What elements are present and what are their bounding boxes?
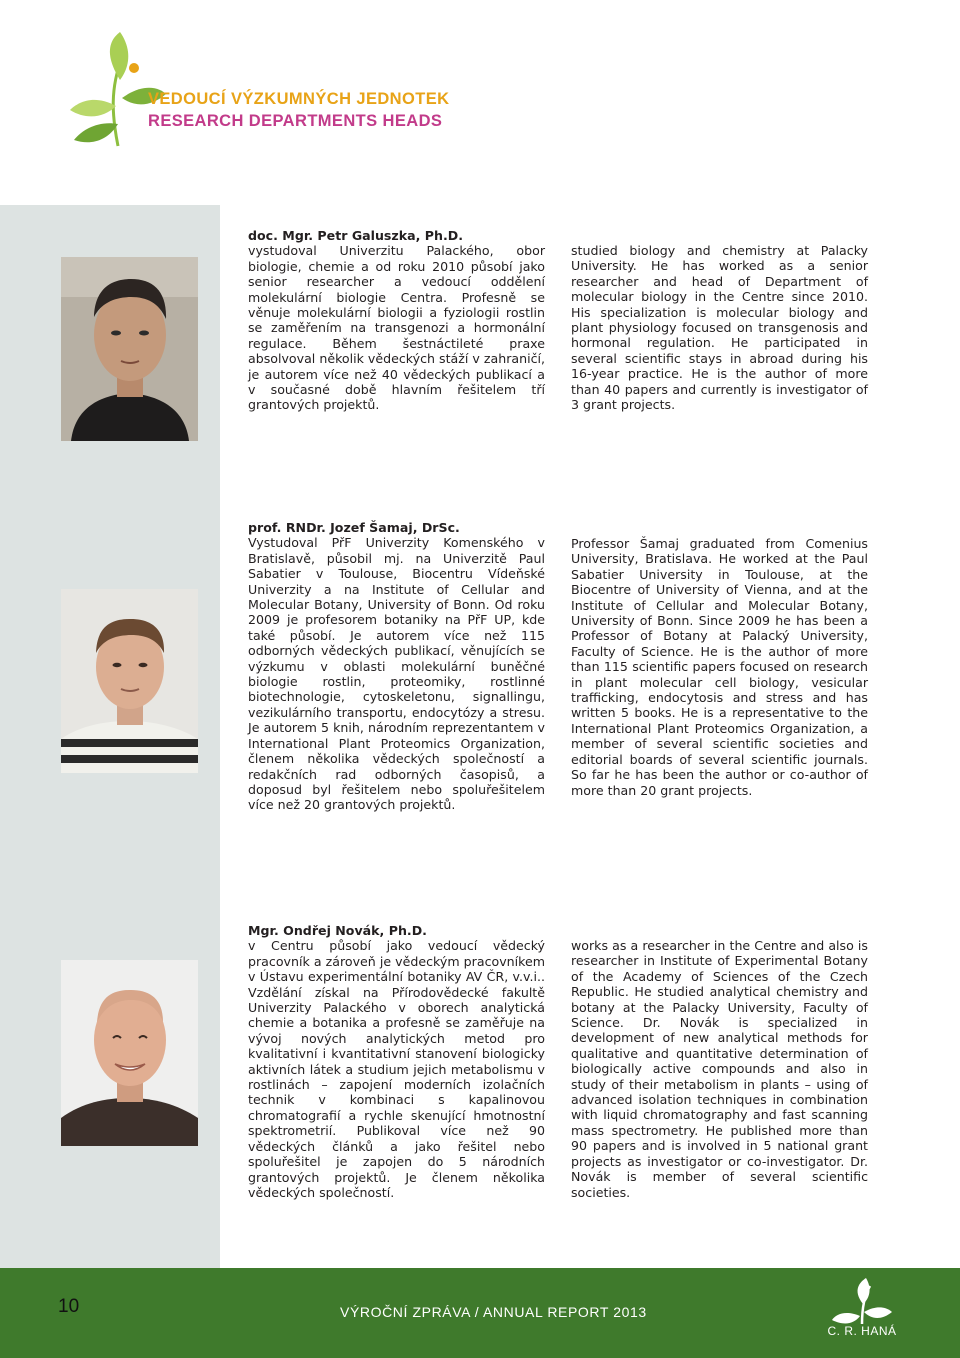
section-title: [148, 88, 449, 132]
bio-cz-novak: [248, 923, 545, 1200]
report-title: VÝROČNÍ ZPRÁVA / ANNUAL REPORT 2013: [340, 1304, 647, 1320]
section-title-en: RESEARCH DEPARTMENTS HEADS: [148, 112, 443, 130]
portrait-photo-samaj: [61, 589, 198, 773]
cr-hana-logo-icon: [822, 1276, 902, 1354]
portrait-photo-novak: [61, 960, 198, 1146]
bio-cz-galuszka: [248, 228, 545, 413]
page-header: [0, 0, 960, 205]
person-name: doc. Mgr. Petr Galuszka, Ph.D.: [248, 228, 464, 243]
bio-text-cz: v Centru působí jako vedoucí vědecký pracovník a zároveň je vědeckým pracovníkem v Ústavu experimentální botaniky AV ČR, v.v.i.. Vzdělání získal na Přírodovědecké fakultě Univerzity Palackého v oborech analytická chemie a botanika a profesně se zaměřuje na vývoj nových analytických metod pro kvalitativní i kvantitativní stanovení biologicky aktivních látek a studium jejich metabolismu v rostlinách – zapojení moderních izolačních technik v kombinaci s kapalinovou chromatografií a rychle skenující hmotnostní spektrometrií. Publikoval více než 90 vědeckých článků a jako řešitel nebo spoluřešitel je zapojen do 5 národních grantových projektů. Je členem několika vědeckých společností.: [248, 938, 545, 1200]
bio-text-en: studied biology and chemistry at Palacky University. He has worked as a senior researcher and head of Department of molecular biology in the Centre since 2010. His specialization is molecular biology and plant physiology focused on transgenosis and hormonal regulation. He participated in several scientific stays in abroad during his 16-year practice. He is the author of more than 40 papers and currently is investigator of 3 grant projects.: [571, 243, 868, 413]
person-name: prof. RNDr. Jozef Šamaj, DrSc.: [248, 520, 460, 535]
page-number: 10: [58, 1296, 80, 1317]
bio-text-en: Professor Šamaj graduated from Comenius University, Bratislava. He worked at the Paul Sabatier University in Toulouse, at the Biocentre of University of Vienna, and at the Institute of Cellular and Molecular Botany, University of Bonn. Since 2009 he has been a Professor of Botany at Palacký University, Faculty of Science. He is the author of more than 115 scientific papers focused on research in plant molecular cell biology, vesicular trafficking, endocytosis and stress and has written 5 books. He is a representative to the International Plant Proteomics Organization, a member of several scientific societies and editorial boards of several scientific journals. So far he has been the author or co-author of more than 20 grant projects.: [571, 536, 868, 798]
section-title-cz: VEDOUCÍ VÝZKUMNÝCH JEDNOTEK: [148, 90, 450, 108]
portrait-photo-galuszka: [61, 257, 198, 441]
bio-en-samaj: [571, 536, 868, 798]
footer-logo-text: C. R. HANÁ: [827, 1324, 897, 1338]
bio-en-novak: [571, 938, 868, 1200]
page-footer: [0, 1268, 960, 1358]
bio-text-en: works as a researcher in the Centre and also is researcher in Institute of Experimental Botany of the Academy of Sciences of the Czech Republic. He studied analytical chemistry and botany at the Palacky University, Faculty of Science. Dr. Novák is specialized in development of new analytical methods for qualitative and quantitative determination of biologically active compounds and also in study of their metabolism in plants – using of advanced isolation techniques in combination with liquid chromatography and fast scanning mass spectrometry. He published more than 90 papers and is involved in 5 national grant projects as investigator or co-investigator. Dr. Novák is member of several scientific societies.: [571, 938, 868, 1200]
person-name: Mgr. Ondřej Novák, Ph.D.: [248, 923, 427, 938]
bio-en-galuszka: [571, 243, 868, 412]
bio-text-cz: vystudoval Univerzitu Palackého, obor biologie, chemie a od roku 2010 působí jako senior researcher a vedoucí oddělení molekulární biologie Centra. Profesně se věnuje molekulární biologii a fyziologii rostlin se zaměřením na transgenozi a hormonální regulace. Během šestnáctileté praxe absolvoval několik vědeckých stáží v zahraničí, je autorem více než 40 vědeckých publikací a v současné době hlavním řešitelem tří grantových projektů.: [248, 243, 545, 413]
bio-cz-samaj: [248, 520, 545, 813]
bio-text-cz: Vystudoval PřF Univerzity Komenského v Bratislavě, působil mj. na Univerzitě Paul Sabatier v Toulouse, Biocentru Vídeňské Univerzity a na Institute of Cellular and Molecular Botany, University of Bonn. Od roku 2009 je profesorem botaniky na PřF UP, kde také působí. Je autorem více než 115 odborných vědeckých publikací, věnujících se výzkumu v oblasti molekulární buněčné biologie rostlin, proteomiky, rostlinné biotechnologie, cytoskeletonu, signallingu, vezikulárního transportu, endocytózy a stresu. Je autorem 5 knih, národním reprezentantem v International Plant Proteomics Organization, členem několika vědeckých společností a redakčních rad odborných časopisů, a doposud byl řešitelem nebo spoluřešitelem více než 20 grantových projektů.: [248, 535, 545, 813]
